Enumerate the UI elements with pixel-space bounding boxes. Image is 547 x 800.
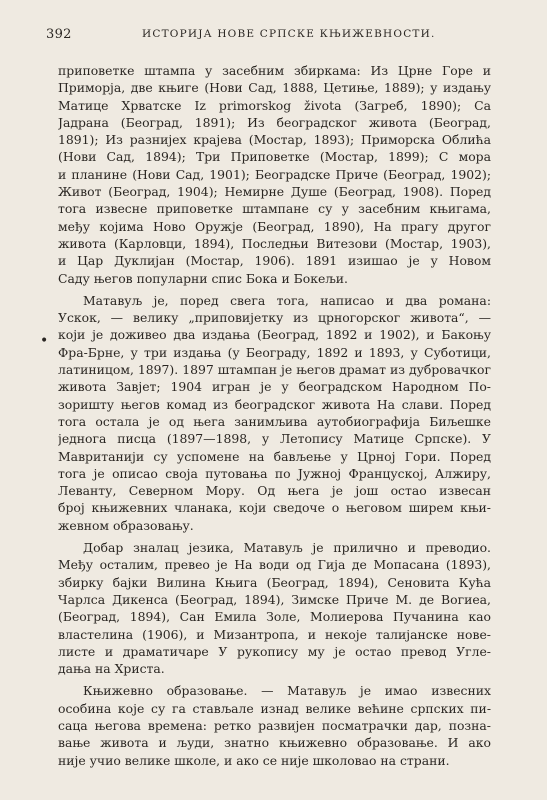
text-line: Мавританији су успомене на бављење у Црној Гори. Поред: [58, 448, 491, 464]
text-line: број књижевних чланака, који сведоче о његовом ширем књи-: [58, 500, 491, 516]
text-line: Саду његов популарни спис Бока и Бокељи.: [58, 270, 348, 286]
text-line: живота Завјет; 1904 игран је у београдском Народном По-: [58, 379, 491, 395]
text-line: вање живота и људи, знатно књижевно образовање. И ако: [58, 735, 491, 751]
text-line: Чарлса Дикенса (Београд, 1894), Зимске Приче М. де Вогиеа,: [58, 591, 491, 607]
text-line: Јадрана (Београд, 1891); Из београдског живота (Београд,: [58, 114, 491, 130]
text-line: Леванту, Северном Мору. Од њега је још остао извесан: [58, 483, 491, 499]
running-title: ИСТОРИЈА НОВЕ СРПСКЕ КЊИЖЕВНОСТИ.: [142, 28, 436, 40]
text-span: Књижевно образовање. — Матавуљ је имао извесних: [83, 683, 491, 699]
text-line: (Београд, 1894), Сан Емила Золе, Молиерова Пучанина као: [58, 609, 491, 625]
text-line: зоришту његов комад из београдског живота На слави. Поред: [58, 396, 491, 412]
text-line: Живот (Београд, 1904); Немирне Душе (Београд, 1908). Поред: [58, 184, 491, 200]
text-line: који је доживео два издања (Београд, 1892 и 1902), и Бакоњу: [58, 327, 491, 343]
paragraph: [58, 682, 491, 768]
paragraph: [58, 62, 491, 287]
text-line: није учио велике школе, и ако се није школовао на страни.: [58, 752, 450, 768]
text-line: дања на Христа.: [58, 661, 165, 677]
text-line: збирку бајки Вилина Књига (Београд, 1894), Сеновита Кућа: [58, 574, 491, 590]
text-line: латиницом, 1897). 1897 штампан је његов драмат из дубровачког: [58, 362, 491, 378]
text-line: тога је описао своја путовања по Јужној Француској, Алжиру,: [58, 465, 491, 481]
margin-mark: •: [40, 333, 49, 349]
text-line: и планине (Нови Сад, 1901); Београдске Приче (Београд, 1902);: [58, 166, 491, 182]
text-line: Фра-Брне, у три издања (у Београду, 1892 и 1893, у Суботици,: [58, 344, 491, 360]
text-line: особина које су га стављале изнад велике већине српских пи-: [58, 700, 491, 716]
text-span: Добар зналац језика, Матавуљ је прилично и преводио.: [83, 540, 491, 556]
text-line: жевном образовању.: [58, 517, 194, 533]
text-line: тога извесне приповетке штампане су у засебним књигама,: [58, 201, 491, 217]
body-text: [58, 62, 491, 769]
text-line: живота (Карловци, 1894), Последњи Витезови (Мостар, 1903),: [58, 235, 491, 251]
page-number: 392: [46, 27, 72, 42]
text-line: (Нови Сад, 1894); Три Приповетке (Мостар, 1899); С мора: [58, 149, 491, 165]
text-line: саца његова времена: ретко развијен посматрачки дар, позна-: [58, 717, 491, 733]
text-line: Међу осталим, превео је На води од Гија де Мопасана (1893),: [58, 557, 491, 573]
text-line: [58, 292, 491, 309]
text-line: [58, 682, 491, 699]
text-line: међу којима Ново Оружје (Београд, 1890), На прагу другог: [58, 218, 491, 234]
text-span: Матавуљ је, поред свега тога, написао и два романа:: [83, 292, 491, 308]
text-line: Матице Хрватске Iz primorskog života (Загреб, 1890); Са: [58, 97, 491, 113]
text-line: и Цар Дуклијан (Мостар, 1906). 1891 изишао је у Новом: [58, 253, 491, 269]
text-line: Ускок, — велику „приповијетку из црногорског живота“, —: [58, 310, 491, 326]
text-line: [58, 539, 491, 556]
text-line: Приморја, две књиге (Нови Сад, 1888, Цетиње, 1889); у издању: [58, 80, 491, 96]
paragraph: [58, 292, 491, 534]
text-line: листе и драматичаре У рукопису му је остао превод Угле-: [58, 643, 491, 659]
text-line: приповетке штампа у засебним збиркама: Из Црне Горе и: [58, 63, 491, 78]
paragraph: [58, 539, 491, 677]
text-line: 1891); Из разнијех крајева (Мостар, 1893); Приморска Облића: [58, 132, 491, 148]
text-line: тога остала је од њега занимљива аутобиографија Биљешке: [58, 413, 491, 429]
text-line: властелина (1906), и Мизантропа, и некоје талијанске нове-: [58, 626, 491, 642]
text-line: једнога писца (1897—1898, у Летопису Матице Српске). У: [58, 431, 491, 447]
